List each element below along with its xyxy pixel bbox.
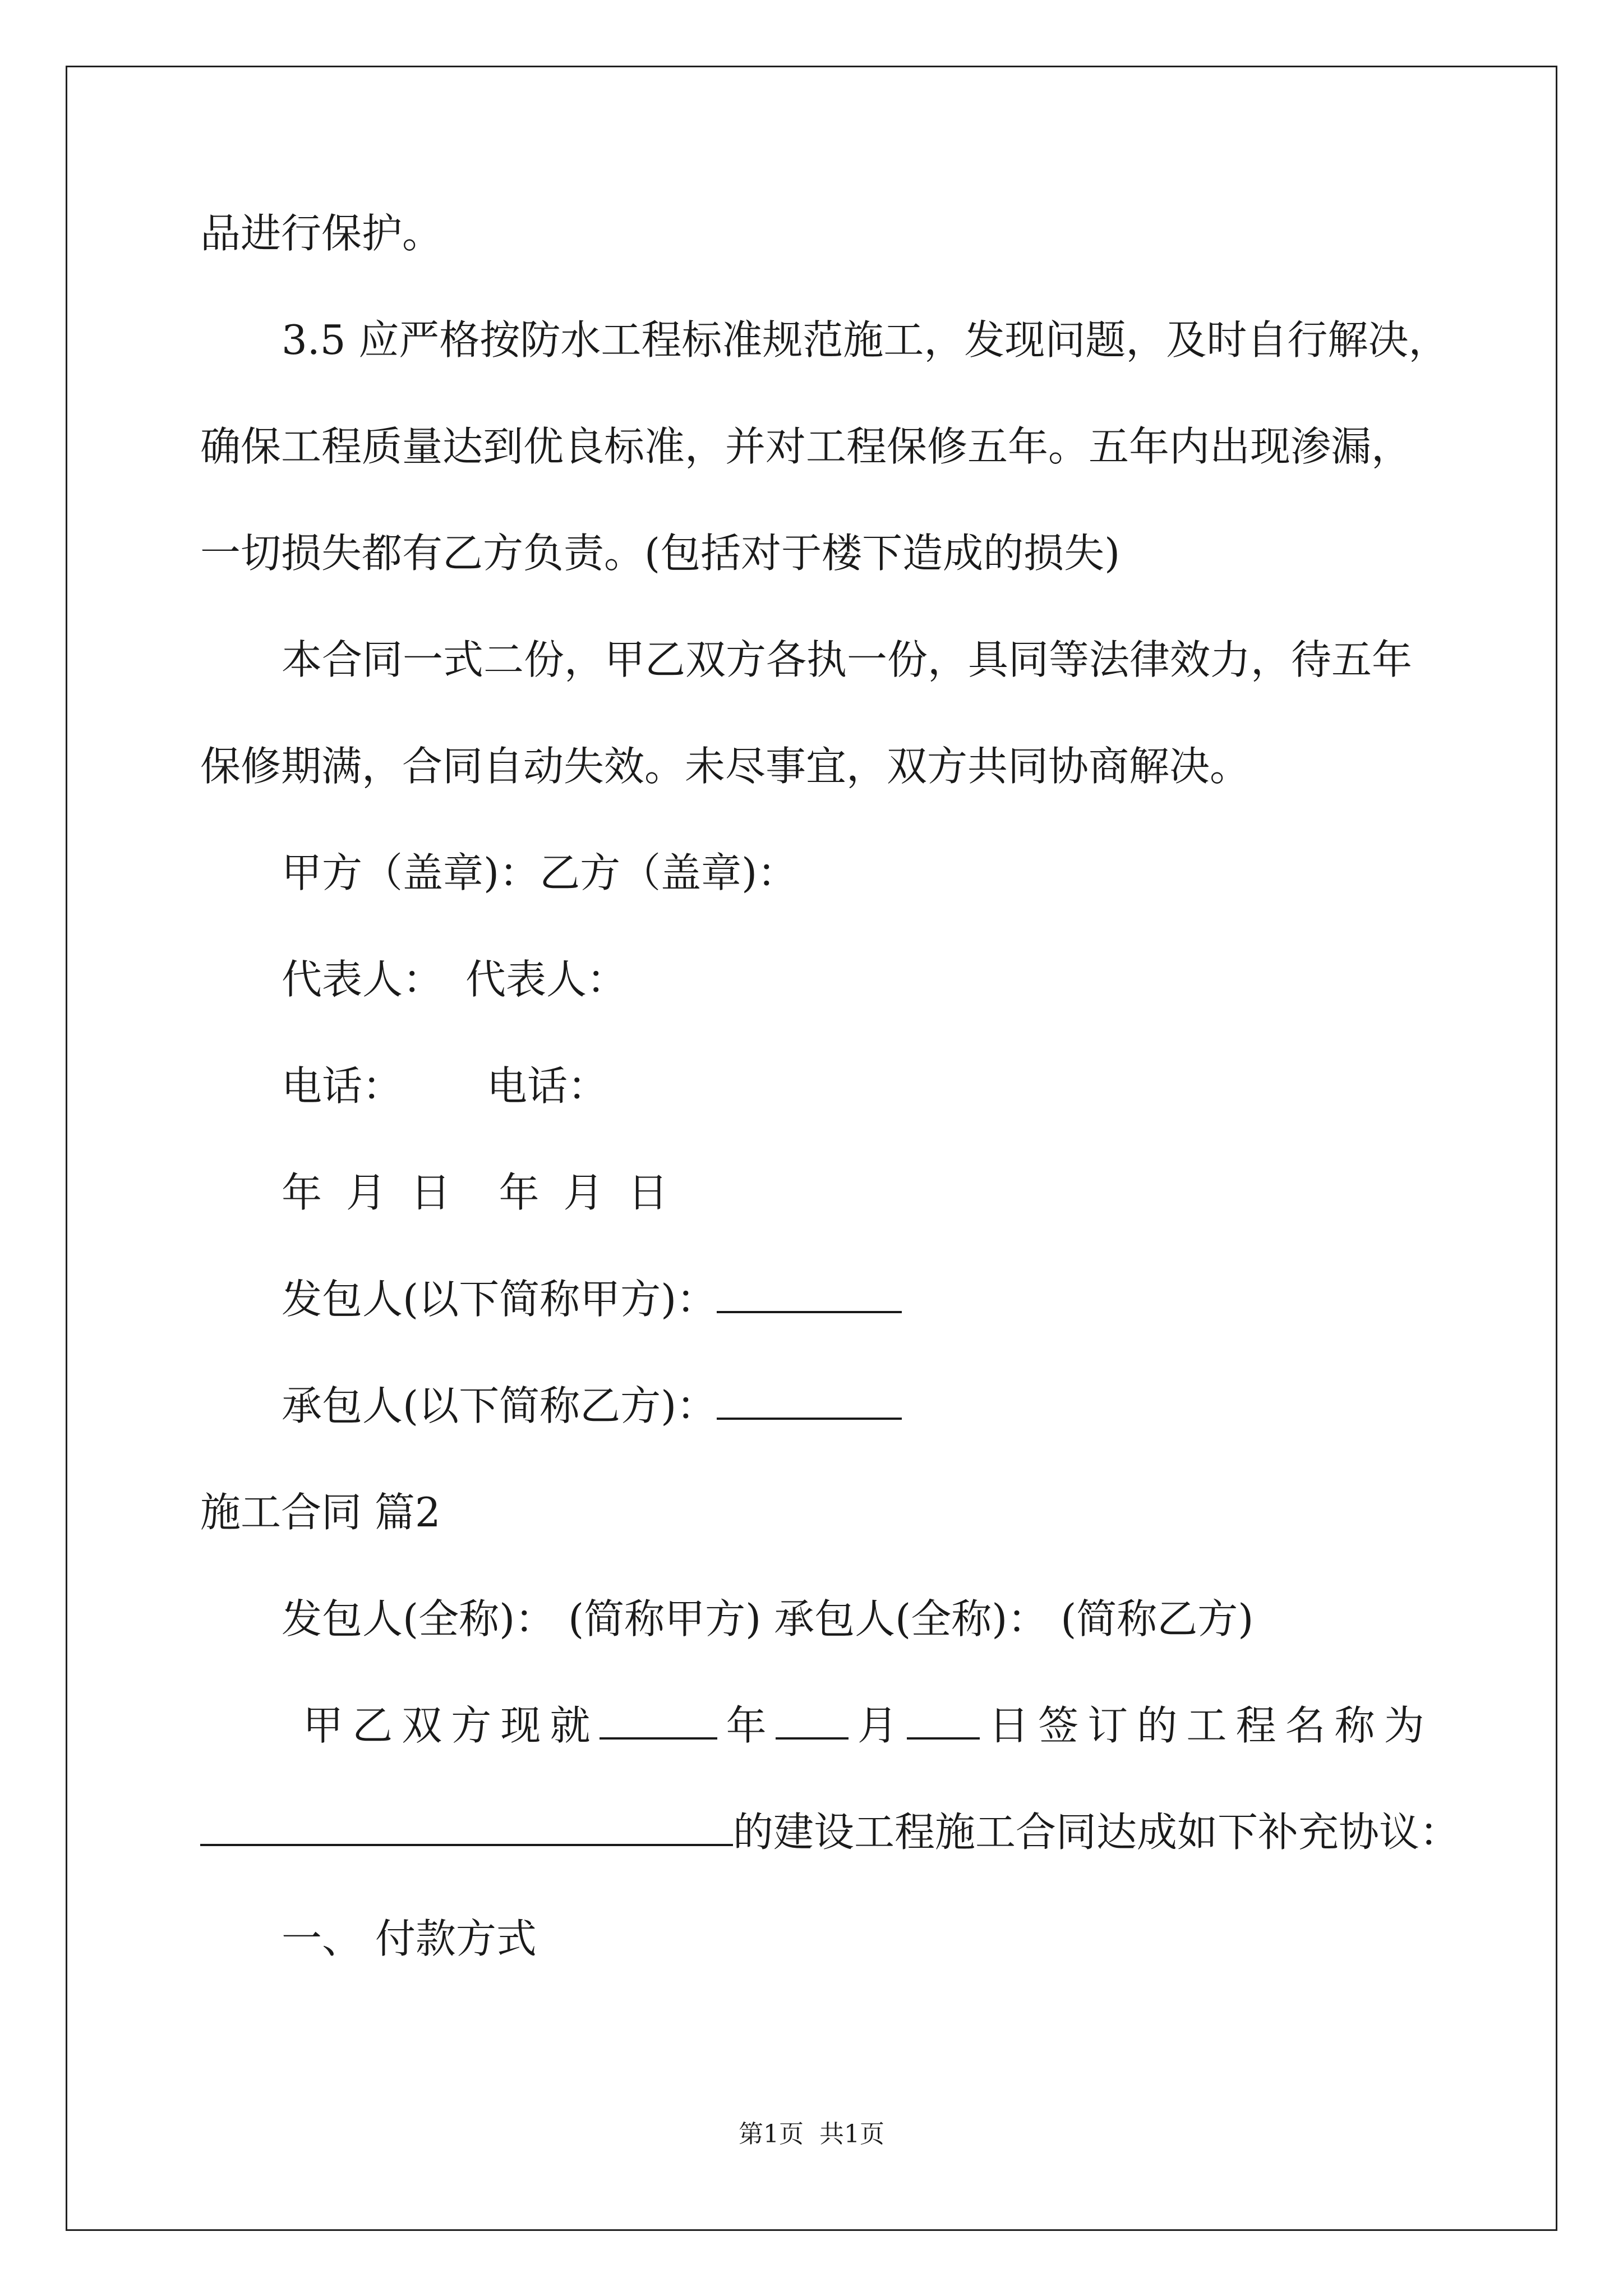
- paragraph-line: 一切损失都有乙方负责。(包括对于楼下造成的损失): [200, 530, 1121, 577]
- paragraph-line: 本合同一式二份，甲乙双方各执一份，具同等法律效力，待五年: [282, 636, 1413, 683]
- contractor-blank: [717, 1383, 902, 1420]
- char: 工: [1186, 1702, 1227, 1749]
- char: 的: [1137, 1702, 1178, 1749]
- paragraph-line: 品进行保护。: [200, 210, 443, 257]
- paragraph-line: 3.5 应严格按防水工程标准规范施工，发现问题，及时自行解决，: [282, 316, 1449, 364]
- day-blank: [907, 1703, 980, 1740]
- phone-line: [282, 1059, 1445, 1113]
- char: 双: [402, 1702, 442, 1749]
- employer-blank: [717, 1276, 902, 1313]
- char: 现: [500, 1702, 541, 1749]
- agreement-text: 的建设工程施工合同达成如下补充协议：: [733, 1809, 1460, 1856]
- paragraph-line: 保修期满，合同自动失效。未尽事宜，双方共同协商解决。: [200, 743, 1251, 790]
- clause-heading: 一、 付款方式: [282, 1915, 537, 1962]
- char: 就: [550, 1702, 591, 1749]
- char: 甲: [303, 1702, 344, 1749]
- contractor-label: 承包人(以下简称乙方)：: [282, 1382, 717, 1429]
- char: 月: [857, 1702, 898, 1749]
- char: 订: [1087, 1702, 1128, 1749]
- employer-line: [282, 1272, 1445, 1326]
- char: 年: [726, 1702, 767, 1749]
- page-footer: [0, 2118, 1623, 2151]
- representative-line: [282, 953, 1445, 1006]
- employer-label: 发包人(以下简称甲方)：: [282, 1276, 717, 1323]
- char: 签: [1038, 1702, 1079, 1749]
- parties-line: 发包人(全称)： (简称甲方) 承包人(全称)： (简称乙方): [282, 1595, 1254, 1642]
- representative-label-b: 代表人：: [465, 956, 628, 1003]
- representative-label-a: 代表人：: [282, 956, 444, 1003]
- project-name-blank: [200, 1809, 733, 1846]
- char: 为: [1384, 1702, 1424, 1749]
- section-heading: 施工合同 篇2: [200, 1489, 441, 1536]
- agreement-line: [200, 1805, 1460, 1859]
- paragraph-line: 确保工程质量达到优良标准，并对工程保修五年。五年内出现渗漏，: [200, 423, 1412, 470]
- phone-label-a: 电话：: [282, 1062, 403, 1110]
- char: 日: [988, 1702, 1029, 1749]
- page-border: [66, 66, 1557, 2231]
- phone-label-b: 电话：: [487, 1062, 608, 1110]
- char: 名: [1285, 1702, 1326, 1749]
- char: 程: [1235, 1702, 1276, 1749]
- char: 乙: [352, 1702, 393, 1749]
- page-total: 共1页: [819, 2120, 884, 2148]
- date-line: 年 月 日 年 月 日: [282, 1169, 668, 1216]
- contractor-line: [282, 1379, 1445, 1433]
- char: 称: [1334, 1702, 1375, 1749]
- month-blank: [776, 1703, 849, 1740]
- char: 方: [451, 1702, 492, 1749]
- signature-party-line: 甲方（盖章)：乙方（盖章)：: [282, 849, 798, 896]
- justified-agreement-line: [303, 1699, 1424, 1752]
- page-number: 第1页: [739, 2120, 804, 2148]
- year-blank: [600, 1703, 717, 1740]
